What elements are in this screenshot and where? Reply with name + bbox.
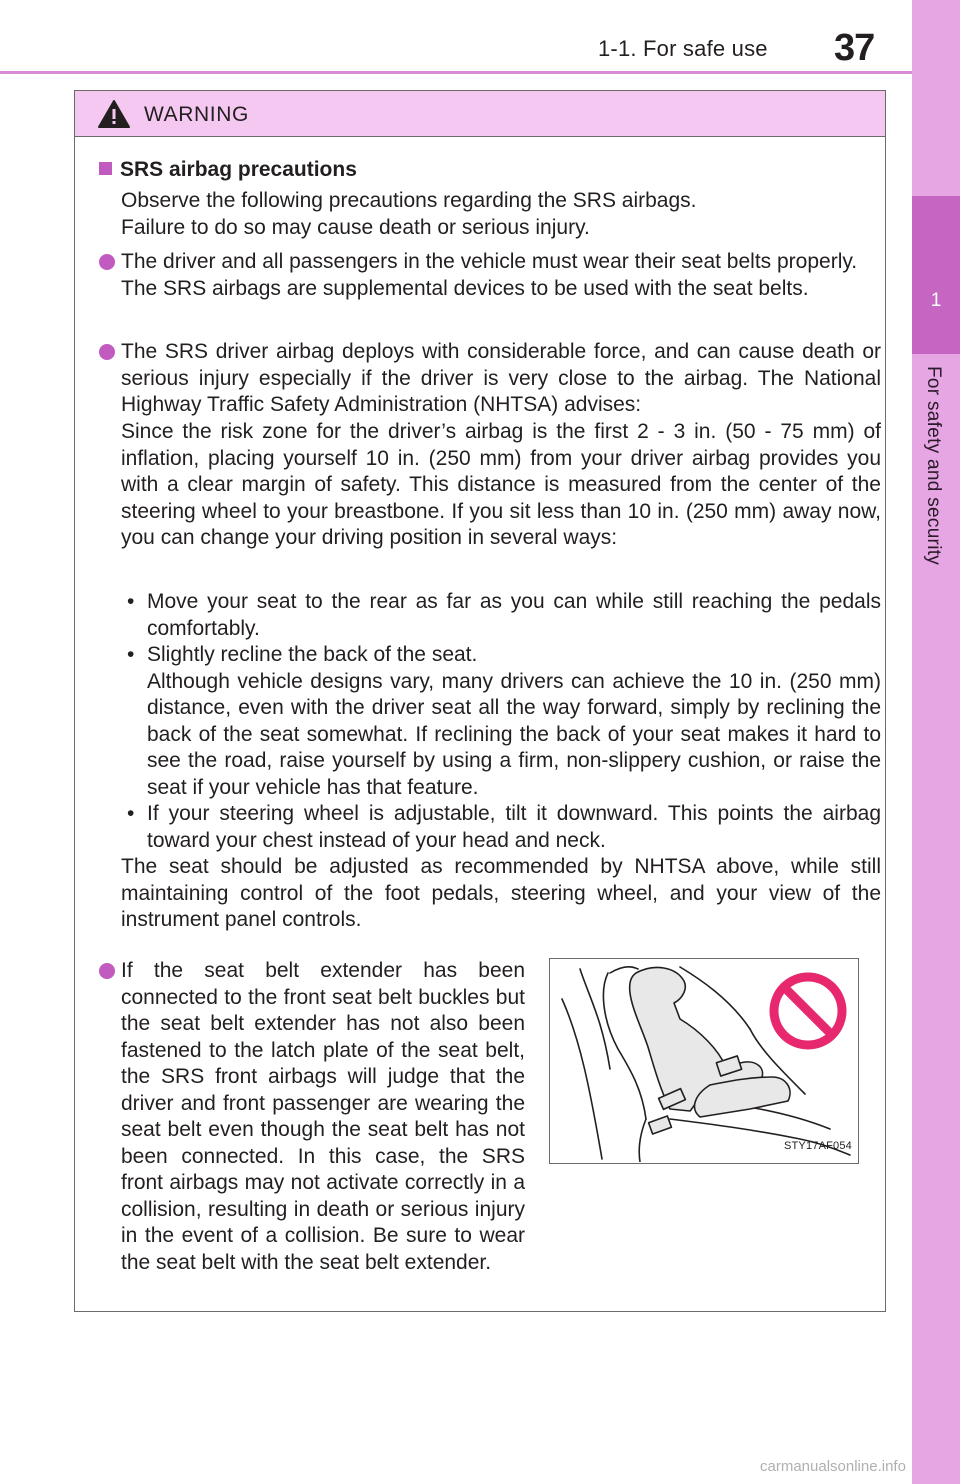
- list-item: [127, 642, 881, 801]
- position-tips-list: [127, 589, 881, 854]
- subheading: [99, 157, 357, 184]
- intro-line: Observe the following precautions regarding the SRS airbags.: [121, 189, 697, 212]
- list-item-text: • If your steering wheel is adjustable, tilt it downward. This points the airbag toward your chest instead of your head and neck.: [147, 802, 881, 852]
- page-number: 37: [834, 27, 875, 69]
- list-item: [127, 801, 881, 854]
- prohibited-icon: [774, 977, 842, 1045]
- header-rule: [0, 71, 912, 74]
- section-title: 1-1. For safe use: [598, 36, 768, 61]
- list-item-text: • Slightly recline the back of the seat.: [147, 643, 478, 666]
- chapter-title: For safety and security: [923, 366, 944, 566]
- list-item-subtext: Although vehicle designs vary, many drivers can achieve the 10 in. (250 mm) distance, even with the driver seat all the way forward, simply by reclining the back of the seat somewhat. If reclining the back of your seat makes it hard to see the road, raise yourself by using a firm, non-slippery cushion, or raise the seat if your vehicle has that feature.: [147, 669, 881, 799]
- bullet-text: The SRS driver airbag deploys with considerable force, and can cause death or serious injury especially if the driver is very close to the airbag. The National Highway Traffic Safety Administration (NHTSA) advises:: [121, 340, 881, 416]
- warning-header: [75, 91, 885, 137]
- circle-bullet-icon: [99, 254, 115, 270]
- subheading-text: SRS airbag precautions: [120, 158, 357, 181]
- closing-paragraph: The seat should be adjusted as recommended by NHTSA above, while still maintaining control of the foot pedals, steering wheel, and your view of the instrument panel controls.: [121, 855, 881, 931]
- list-item: [127, 589, 881, 642]
- circle-bullet-icon: [99, 963, 115, 979]
- chapter-title-wrap: [912, 360, 960, 660]
- chapter-number: 1: [930, 290, 942, 311]
- warning-triangle-icon: [97, 99, 131, 129]
- intro-line: Failure to do so may cause death or serious injury.: [121, 215, 590, 239]
- bullet-text-line: The SRS airbags are supplemental devices to be used with the seat belts.: [121, 276, 809, 300]
- circle-bullet-icon: [99, 344, 115, 360]
- warning-box: [74, 90, 886, 1312]
- bullet-text: If the seat belt extender has been connected to the front seat belt buckles but the seat belt extender has not also been fastened to the latch plate of the seat belt, the SRS front airbags will judge that the driver and front passenger are wearing the seat belt even though the seat belt has not been connected. In this case, the SRS front airbags may not activate correctly in a collision, resulting in death or serious injury in the event of a collision. Be sure to wear the seat belt with the seat belt extender.: [121, 959, 525, 1274]
- square-bullet-icon: [99, 162, 112, 175]
- nhtsa-paragraph: Since the risk zone for the driver’s airbag is the first 2 - 3 in. (50 - 75 mm) of inflation, placing yourself 10 in. (250 mm) from your driver airbag provides you with a clear margin of safety. This distance is measured from the center of the steering wheel to your breastbone. If you sit less than 10 in. (250 mm) away now, you can change your driving position in several ways:: [121, 420, 881, 549]
- list-item-text: • Move your seat to the rear as far as you can while still reaching the pedals comfortably.: [147, 590, 881, 640]
- warning-label: WARNING: [144, 103, 249, 126]
- chapter-tab-active[interactable]: [912, 196, 960, 354]
- figure-code: STY17AF054: [783, 1139, 852, 1152]
- bullet-text-line: The driver and all passengers in the vehicle must wear their seat belts properly.: [121, 250, 858, 273]
- intro-text: [121, 188, 881, 241]
- watermark: carmanualsonline.info: [760, 1458, 906, 1475]
- bullet-text: [121, 249, 881, 302]
- seat-belt-extender-illustration: [549, 958, 859, 1164]
